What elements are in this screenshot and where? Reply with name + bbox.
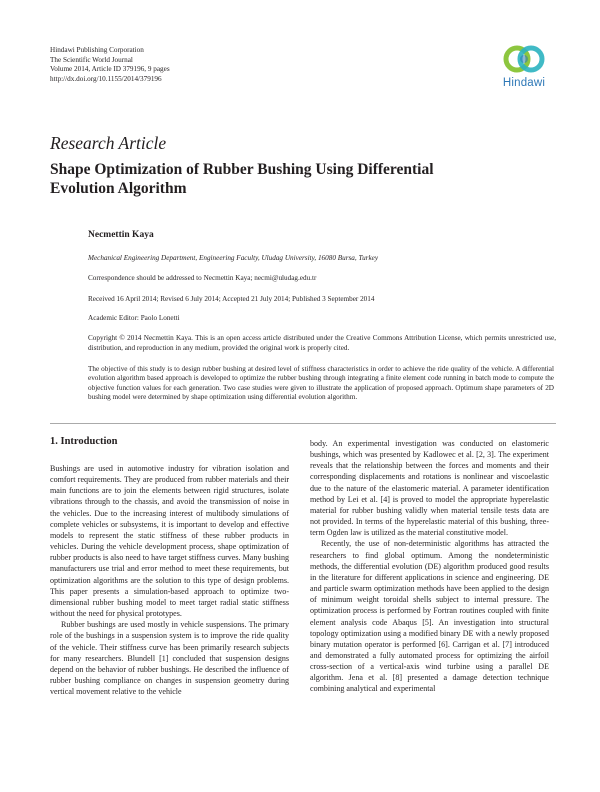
left-column [50, 463, 289, 697]
hindawi-logo [494, 42, 554, 89]
abstract: The objective of this study is to design rubber bushing at desired level of stiffness characteristics in order to achieve the ride quality of the vehicle. A differential evolution algorithm based approach is developed to optimize the rubber bushing through integrating a finite element code running in batch mode to compute the objective function values for each generation. Two case studies were given to illustrate the application of proposed approach. Optimum shape parameters of 2D bushing model were determined by shape optimization using differential evolution algorithm. [88, 365, 554, 402]
right-column [310, 438, 549, 695]
journal-header [50, 46, 170, 84]
journal-name: The Scientific World Journal [50, 55, 133, 64]
paragraph: body. An experimental investigation was conducted on elastomeric bushings, which was presented by Kadlowec et al. [2, 3]. The experiment reveals that the relationship between the forces and moments and their corresponding displacements and rotations is nonlinear and viscoelastic due to the nature of the elastomeric material. A parameter identification method by Lei et al. [4] is proved to model the appropriate hyperelastic material for rubber bushing validly when material tensile tests data are not provided. In terms of the hyperelastic material of this bushing, three-term Ogden law is utilized as the material constitutive model. [310, 439, 549, 538]
article-type: Research Article [50, 133, 167, 153]
affiliation: Mechanical Engineering Department, Engineering Faculty, Uludag University, 16080 Bursa, Turkey [88, 254, 379, 262]
article-title: Shape Optimization of Rubber Bushing Using Differential Evolution Algorithm [50, 161, 434, 197]
paragraph: Bushings are used in automotive industry for vibration isolation and comfort requirements. They are produced from rubber materials and their main functions are to join the elements between rigid structures, isolate vibrations through to the chassis, and avoid the transmission of noise in the vehicles. Due to the increasing interest of multibody simulations of complete vehicles or subsystems, it is important to develop and effective models to represent the static stiffness of these rubber products in vehicles. During the vehicle development process, shape optimization of rubber products is also need to have target stiffness curves. Many bushing manufacturers use trial and error method to meet these requirements, but optimization algorithms are the solution to this type of design problems. This paper presents a simulation-based approach to optimize two-dimensional rubber bushing model to meet target radial static stiffness without the need for physical prototypes. [50, 464, 289, 619]
publication-dates: Received 16 April 2014; Revised 6 July 2014; Accepted 21 July 2014; Published 3 September 2014 [88, 295, 375, 303]
doi-link[interactable]: http://dx.doi.org/10.1155/2014/379196 [50, 74, 162, 83]
logo-text: Hindawi [502, 77, 546, 89]
paragraph: Recently, the use of non-deterministic algorithms has attracted the researchers to find global optimum. Among the nondeterministic methods, the differential evolution (DE) algorithm produced good results in the literature for different applications in science and engineering. DE and particle swarm optimization methods have been applied to the design of minimum weight toroidal shells subject to internal pressure. The optimization process is performed by Fortran routines coupled with finite element analysis code Abaqus [5]. An investigation into structural topology optimization using a modified binary DE with a newly proposed binary mutation operator is performed [6]. Carrigan et al. [7] introduced and demonstrated a fully automated process for optimizing the airfoil cross-section of a vertical-axis wind turbine using a parallel DE algorithm. Jena et al. [8] presented a damage detection technique combining analytical and experimental [310, 539, 549, 694]
publisher-name: Hindawi Publishing Corporation [50, 46, 144, 54]
copyright-notice: Copyright © 2014 Necmettin Kaya. This is an open access article distributed under the Creative Commons Attribution License, which permits unrestricted use, distribution, and reproduction in any medium, provided the original work is properly cited. [88, 334, 556, 352]
section-divider [50, 423, 556, 424]
correspondence: Correspondence should be addressed to Necmettin Kaya; necmi@uludag.edu.tr [88, 274, 317, 282]
author-name: Necmettin Kaya [88, 230, 154, 240]
hindawi-logo-icon [502, 42, 546, 76]
paragraph: Rubber bushings are used mostly in vehicle suspensions. The primary role of the bushings in a suspension system is to improve the ride quality of the vehicle. Their stiffness curve has been primarily research subjects for many researchers. Blundell [1] concluded that suspension designs depend on the behavior of rubber bushings. He described the influence of rubber bushing compliance on changes in suspension geometry during vertical movement relative to the vehicle [50, 620, 289, 697]
volume-info: Volume 2014, Article ID 379196, 9 pages [50, 65, 170, 74]
academic-editor: Academic Editor: Paolo Lonetti [88, 314, 180, 322]
section-heading: 1. Introduction [50, 436, 118, 447]
